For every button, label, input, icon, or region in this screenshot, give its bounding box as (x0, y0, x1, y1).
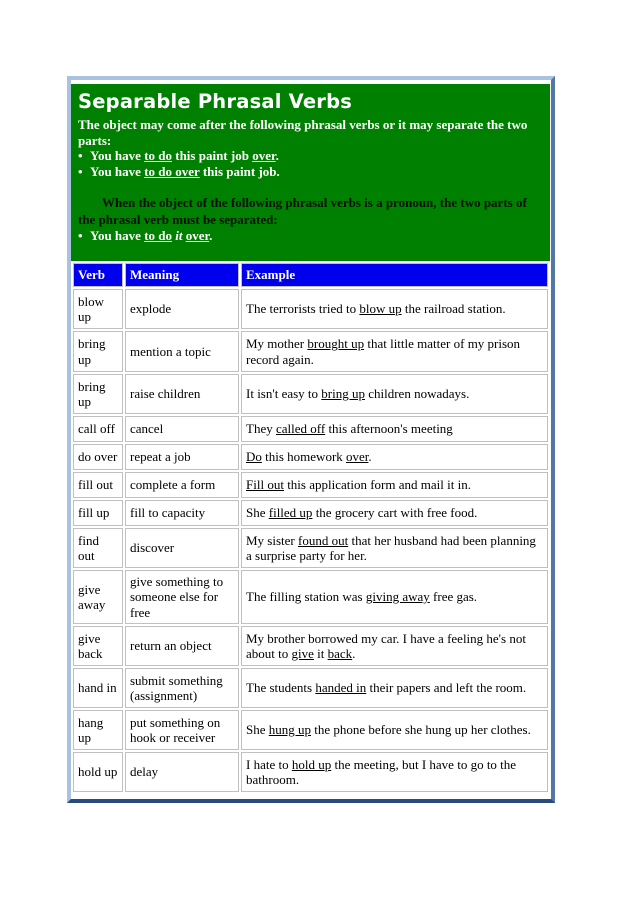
verb-cell: bring up (73, 374, 123, 414)
example-text: . (352, 646, 356, 661)
underlined-phrasal-verb: filled up (268, 505, 313, 521)
example-cell (241, 374, 548, 414)
example-bullet-1 (78, 148, 544, 164)
phrasal-verbs-table (71, 261, 550, 794)
table-row (73, 472, 548, 498)
meaning-cell: return an object (125, 626, 239, 666)
example-bullet-3 (78, 228, 544, 244)
example-cell (241, 710, 548, 750)
example-text: . (275, 148, 279, 163)
example-text: It isn't easy to (246, 386, 322, 402)
underlined-phrasal-verb: giving away (365, 589, 430, 605)
example-cell (241, 752, 548, 792)
table-row (73, 416, 548, 442)
table-row (73, 626, 548, 666)
example-cell (241, 528, 548, 568)
intro-text: The object may come after the following phrasal verbs or it may separate the two parts: (78, 117, 528, 148)
meaning-cell: repeat a job (125, 444, 239, 470)
meaning-cell: discover (125, 528, 239, 568)
table-row (73, 289, 548, 329)
example-text: free gas. (429, 589, 478, 605)
underlined-phrasal-verb: give (291, 646, 314, 661)
example-cell (241, 668, 548, 708)
table-row (73, 668, 548, 708)
example-text: They (246, 421, 276, 437)
example-cell (241, 416, 548, 442)
underlined-phrasal-verb: handed in (315, 680, 367, 696)
example-text: The filling station was (246, 589, 366, 605)
example-text: You have (90, 163, 145, 179)
example-cell (241, 472, 548, 498)
meaning-cell: fill to capacity (125, 500, 239, 526)
verb-cell: give back (73, 626, 123, 666)
example-text: the grocery cart with free food. (312, 505, 478, 521)
bullet-icon: • (78, 163, 83, 179)
table-row (73, 752, 548, 792)
example-cell (241, 500, 548, 526)
example-text: it (313, 646, 328, 661)
example-text: this application form and mail it in. (283, 477, 471, 493)
example-cell (241, 626, 548, 666)
verb-cell: hang up (73, 710, 123, 750)
table-row (73, 500, 548, 526)
example-text: the meeting, but I have to go to the bathroom. (246, 756, 517, 787)
column-header-verb: Verb (73, 263, 123, 287)
underlined-phrasal-verb: over (346, 449, 369, 465)
table-row (73, 570, 548, 624)
verb-cell: blow up (73, 289, 123, 329)
table-row (73, 444, 548, 470)
example-cell (241, 444, 548, 470)
example-text: You have (90, 148, 145, 163)
meaning-cell: raise children (125, 374, 239, 414)
example-bullet-2 (78, 164, 544, 180)
bullet-icon: • (78, 148, 83, 163)
example-cell (241, 289, 548, 329)
page-title: Separable Phrasal Verbs (78, 90, 353, 113)
verb-cell: call off (73, 416, 123, 442)
underlined-phrasal-verb: bring up (321, 386, 365, 402)
example-text: that little matter of my prison record again. (246, 336, 521, 367)
underlined-phrasal-verb: hung up (268, 722, 311, 738)
pronoun-example-list (78, 228, 544, 244)
bullet-icon: • (78, 228, 83, 243)
table-row (73, 331, 548, 372)
example-text: She (246, 505, 269, 521)
verb-cell: hand in (73, 668, 123, 708)
underlined-verb: to do (144, 148, 172, 163)
verb-cell: hold up (73, 752, 123, 792)
example-text: the railroad station. (401, 301, 506, 317)
meaning-cell: complete a form (125, 472, 239, 498)
meaning-cell: put something on hook or receiver (125, 710, 239, 750)
meaning-cell: cancel (125, 416, 239, 442)
example-text: this paint job. (199, 163, 280, 179)
example-text: My brother borrowed my car. I have a feeling he's not about to (246, 630, 526, 661)
example-text: You have (90, 228, 145, 243)
underlined-phrasal-verb: hold up (291, 756, 332, 772)
verb-cell: do over (73, 444, 123, 470)
table-body (73, 289, 548, 792)
underlined-verb: to do over (144, 163, 200, 179)
verb-cell: find out (73, 528, 123, 568)
example-text: . (209, 228, 213, 243)
underlined-particle: over (252, 148, 276, 163)
example-text: My sister (246, 532, 298, 548)
intro-panel (71, 84, 550, 261)
table-row (73, 710, 548, 750)
example-cell (241, 570, 548, 624)
example-text: The terrorists tried to (246, 301, 360, 317)
example-text: their papers and left the room. (366, 680, 527, 696)
underlined-phrasal-verb: blow up (359, 301, 402, 317)
underlined-phrasal-verb: called off (275, 421, 326, 437)
underlined-phrasal-verb: found out (298, 532, 349, 548)
example-text: My mother (246, 336, 308, 351)
meaning-cell: delay (125, 752, 239, 792)
example-text: The students (246, 680, 316, 696)
pronoun-rule: When the object of the following phrasal verbs is a pronoun, the two parts of the phrasal verb must be separated: (78, 195, 527, 227)
meaning-cell: explode (125, 289, 239, 329)
example-text: this afternoon's meeting (325, 421, 453, 437)
example-text: this homework (261, 449, 347, 465)
example-list (78, 148, 544, 179)
example-text: the phone before she hung up her clothes. (311, 722, 531, 738)
underlined-phrasal-verb: Do (246, 449, 262, 465)
underlined-particle: over (185, 228, 210, 243)
example-text: I hate to (246, 756, 292, 772)
pronoun-object: it (175, 228, 183, 243)
column-header-meaning: Meaning (125, 263, 239, 287)
example-text: children nowadays. (364, 386, 470, 402)
underlined-phrasal-verb: brought up (307, 336, 365, 351)
example-text: this paint job (172, 148, 253, 163)
verb-cell: fill out (73, 472, 123, 498)
underlined-verb: to do (144, 228, 172, 243)
meaning-cell: give something to someone else for free (125, 570, 239, 624)
example-text: . (368, 449, 372, 465)
example-text: She (246, 722, 269, 738)
table-header-row (73, 263, 548, 287)
meaning-cell: submit something (assignment) (125, 668, 239, 708)
meaning-cell: mention a topic (125, 331, 239, 372)
underlined-phrasal-verb: Fill out (246, 477, 284, 493)
example-cell (241, 331, 548, 372)
table-row (73, 528, 548, 568)
underlined-phrasal-verb: back (327, 646, 353, 661)
example-text: that her husband had been planning a surprise party for her. (246, 532, 536, 563)
verb-cell: bring up (73, 331, 123, 372)
column-header-example: Example (241, 263, 548, 287)
verb-cell: fill up (73, 500, 123, 526)
table-row (73, 374, 548, 414)
verb-cell: give away (73, 570, 123, 624)
